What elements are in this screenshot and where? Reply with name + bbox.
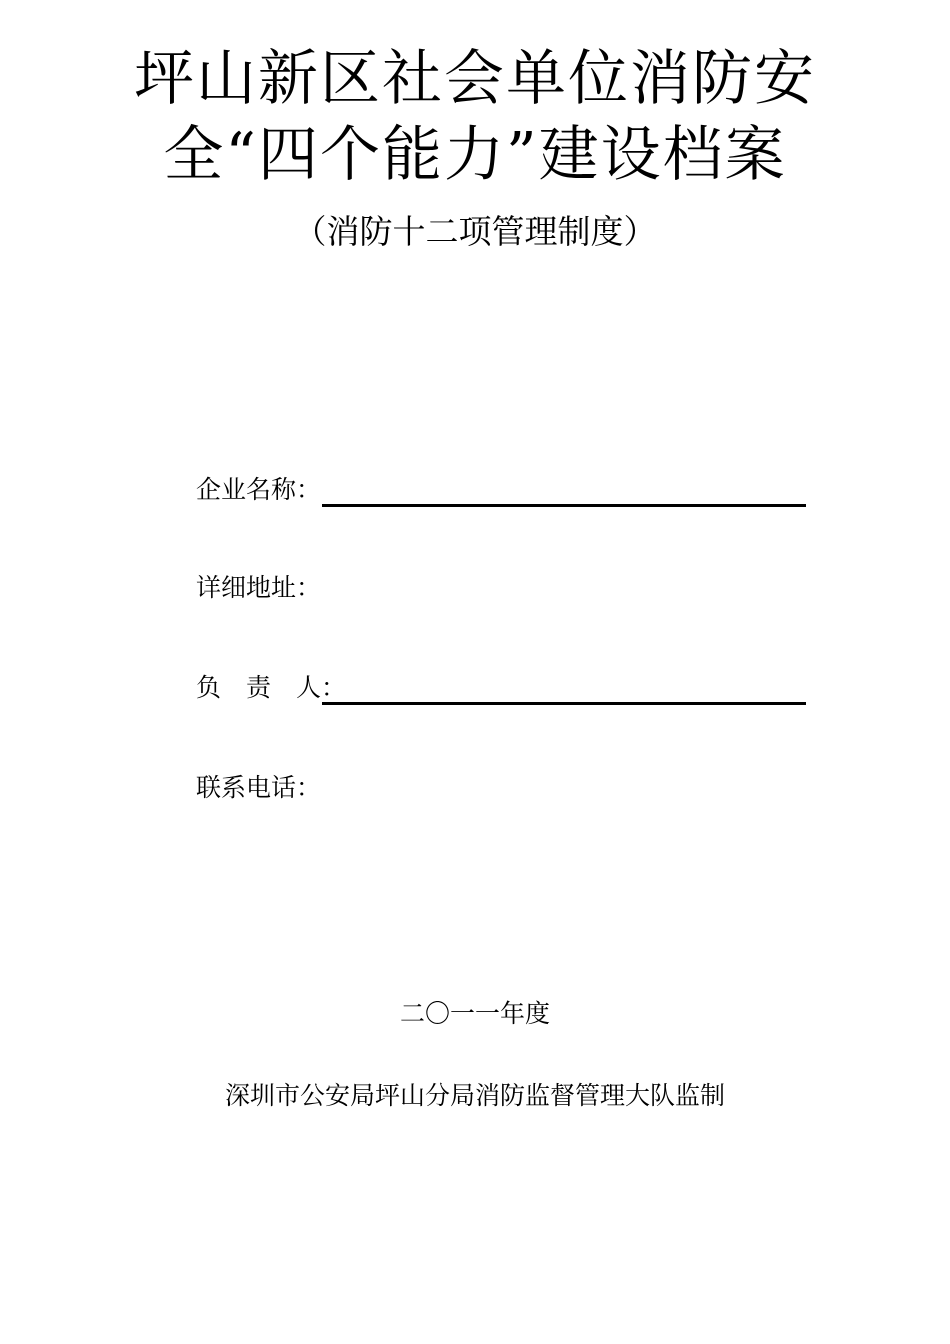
address-label: 详细地址： [196,573,322,602]
responsible-person-underline [322,702,806,705]
subtitle: （消防十二项管理制度） [293,212,657,251]
company-name-underline [322,504,806,507]
company-name-label: 企业名称： [196,475,322,504]
issuer-text: 深圳市公安局坪山分局消防监督管理大队监制 [224,1081,725,1110]
title-line-1: 坪山新区社会单位消防安 [134,44,816,114]
responsible-person-field [196,668,816,708]
contact-phone-field [196,768,816,808]
year-text: 二〇一一年度 [399,999,550,1028]
address-field [196,568,816,608]
company-name-field [196,470,816,510]
contact-phone-label: 联系电话： [196,773,322,802]
responsible-person-label: 负 责 人： [196,673,347,702]
title-line-2: 全“四个能力”建设档案 [163,120,787,190]
